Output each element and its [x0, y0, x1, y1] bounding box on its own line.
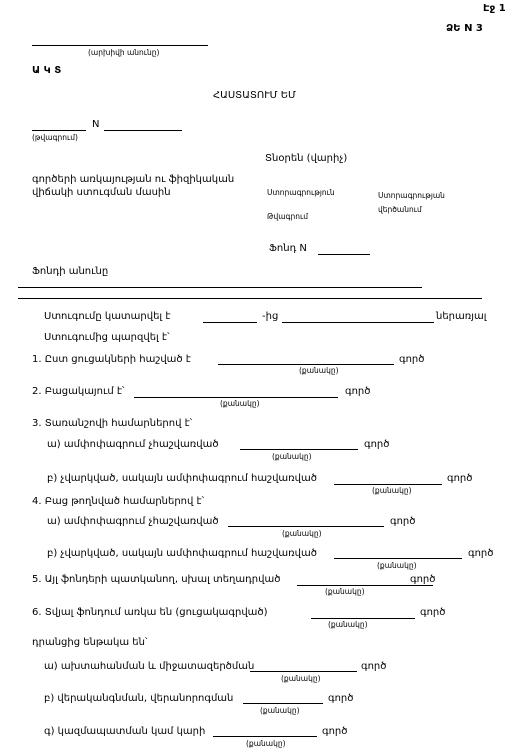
archive-name-line[interactable]: [32, 45, 208, 46]
sub-b-count-line[interactable]: [243, 703, 323, 704]
item-3-label: 3. Տառանշովի համարներով է՝: [32, 418, 193, 429]
sub-b-caption: (քանակը): [260, 706, 300, 715]
sub-c-count-line[interactable]: [213, 736, 317, 737]
revealed-label: Ստուգումից պարզվել է՝: [44, 332, 170, 343]
item-4b-label: բ) չվարկված, սակայն ամփոփագրում հաշվառված: [47, 548, 317, 559]
sub-a-label: ա) ախտահանման և միջատազերծման: [44, 661, 255, 672]
fond-name-line-2[interactable]: [18, 298, 482, 299]
n-label: N: [92, 119, 100, 130]
item-5-unit: գործ: [410, 574, 436, 585]
act-heading: Ա Կ Տ: [32, 65, 62, 76]
item-3b-unit: գործ: [447, 473, 473, 484]
item-4b-unit: գործ: [468, 548, 494, 559]
sub-a-count-line[interactable]: [250, 671, 357, 672]
item-2-unit: գործ: [345, 386, 371, 397]
subject-line2: վիճակի ստուգման մասին: [32, 187, 171, 198]
item-4b-count-line[interactable]: [334, 558, 462, 559]
item-1-count-line[interactable]: [218, 364, 394, 365]
item-2-caption: (քանակը): [220, 399, 260, 408]
item-3b-count-line[interactable]: [334, 484, 442, 485]
of-which-label: դրանցից ենթակա են՝: [32, 637, 148, 648]
item-3b-label: բ) չվարկված, սակայն ամփոփագրում հաշվառված: [47, 473, 317, 484]
check-from-line[interactable]: [203, 322, 257, 323]
from-label: -ից: [262, 311, 279, 322]
including-label: ներառյալ: [436, 311, 487, 322]
item-4-label: 4. Բաց թողնված համարներով է՝: [32, 496, 205, 507]
sub-c-unit: գործ: [322, 726, 348, 737]
item-1-label: 1. Ըստ ցուցակների հաշված է: [32, 354, 191, 365]
item-3a-caption: (քանակը): [272, 452, 312, 461]
subject-line1: գործերի առկայության ու ֆիզիկական: [32, 174, 235, 185]
fond-label: Ֆոնդ N: [269, 243, 307, 254]
fond-name-line-1[interactable]: [18, 287, 422, 288]
item-3b-caption: (քանակը): [372, 486, 412, 495]
fond-number-line[interactable]: [318, 254, 370, 255]
sub-c-label: գ) կազմապատման կամ կարի: [44, 726, 206, 737]
sub-c-caption: (քանակը): [246, 739, 286, 748]
item-4b-caption: (քանակը): [377, 561, 417, 570]
act-number-line[interactable]: [104, 130, 182, 131]
item-1-unit: գործ: [399, 354, 425, 365]
check-done-label: Ստուգումը կատարվել է: [44, 311, 171, 322]
item-3a-count-line[interactable]: [240, 449, 358, 450]
form-number: ՁԵ N 3: [446, 23, 483, 34]
item-5-count-line[interactable]: [297, 585, 433, 586]
sub-a-unit: գործ: [361, 661, 387, 672]
signature-column: Ստորագրություն: [267, 188, 335, 197]
approval-title: ՀԱՍՏԱՏՈՒՄ ԵՄ: [213, 90, 296, 101]
item-3a-unit: գործ: [364, 439, 390, 450]
fond-name-label: Ֆոնդի անունը: [32, 266, 109, 277]
item-6-label: 6. Տվյալ ֆոնդում առկա են (ցուցակագրված): [32, 607, 268, 618]
item-6-unit: գործ: [420, 607, 446, 618]
item-4a-unit: գործ: [390, 516, 416, 527]
item-3a-label: ա) ամփոփագրում չհաշվառված: [47, 439, 219, 450]
sub-b-label: բ) վերականգնման, վերանորոգման: [44, 693, 234, 704]
item-5-caption: (քանակը): [325, 587, 365, 596]
item-2-count-line[interactable]: [134, 397, 338, 398]
page-number: Էջ 1: [483, 3, 506, 14]
item-4a-caption: (քանակը): [282, 529, 322, 538]
date-column: Թվագրում: [267, 212, 308, 221]
signature-explanation-column: Ստորագրության վերծանում: [378, 191, 445, 214]
item-1-caption: (քանակը): [299, 366, 339, 375]
item-6-caption: (քանակը): [328, 620, 368, 629]
sub-a-caption: (քանակը): [281, 674, 321, 683]
item-4a-count-line[interactable]: [228, 526, 384, 527]
director-label: Տնօրեն (վարիչ): [265, 153, 348, 164]
date-caption: (թվագրում): [32, 133, 78, 142]
sub-b-unit: գործ: [328, 693, 354, 704]
item-4a-label: ա) ամփոփագրում չհաշվառված: [47, 516, 219, 527]
item-5-label: 5. Այլ ֆոնդերի պատկանող, սխալ տեղադրված: [32, 574, 281, 585]
date-line[interactable]: [32, 130, 86, 131]
item-2-label: 2. Բացակայում է՝: [32, 386, 125, 397]
archive-caption: (արխիվի անունը): [88, 48, 160, 57]
check-to-line[interactable]: [282, 322, 434, 323]
item-6-count-line[interactable]: [311, 618, 415, 619]
